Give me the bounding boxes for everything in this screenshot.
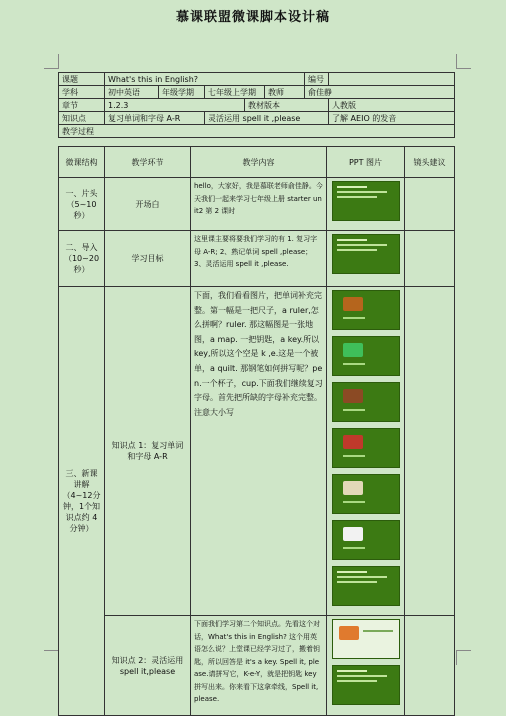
ppt-slide-thumbnail (332, 290, 400, 330)
ppt-cell (327, 231, 405, 287)
teacher-label: 教师 (265, 86, 305, 99)
header-content: 教学内容 (191, 147, 327, 178)
structure-cell: 三、新课讲解（4~12分钟，1个知识点约 4分钟） (59, 287, 105, 716)
lens-cell (405, 616, 455, 716)
grade-value: 七年级上学期 (205, 86, 265, 99)
subject-label: 学科 (59, 86, 105, 99)
edition-value: 人教版 (329, 99, 455, 112)
ppt-slide-thumbnail (332, 181, 400, 221)
knowledge-point-1: 复习单词和字母 A-R (105, 112, 205, 125)
content-cell: 下面，我们看看图片，把单词补充完整。第一幅是一把尺子，a ruler,怎么拼啊？ruler. 那这幅图是一张地图，a map. 一把钥匙，a key.所以 key,所以这个空是 k ,e.这是一个被单，a quilt. 那钢笔如何拼写呢？pen.一个杯子，cup.下面我们继续复习字母。首先把所缺的字母补充完整。注意大小写 (191, 287, 327, 616)
topic-value: What's this in English? (105, 73, 305, 86)
lens-cell (405, 178, 455, 231)
script-row-knowledge-2 (59, 616, 455, 716)
chapter-label: 章节 (59, 99, 105, 112)
info-row-knowledge (59, 112, 455, 125)
content-cell: hello，大家好，我是慕联老师俞佳静。今天我们一起来学习七年级上册 starter unit2 第 2 课时 (191, 178, 327, 231)
step-cell: 学习目标 (105, 231, 191, 287)
teacher-value: 俞佳静 (305, 86, 455, 99)
info-table (58, 72, 455, 138)
knowledge-point-3: 了解 AEIO 的发音 (329, 112, 455, 125)
content-cell: 下面我们学习第二个知识点。先看这个对话，What's this in English? 这个用英语怎么说？上堂课已经学习过了，搬着钥匙，所以回答是 it's a key. Spell it, please.请拼写它，K-e-Y，就是把钥匙 key 拼写出来。你来看下这拿牵线，Spell it, please. (191, 616, 327, 716)
grade-label: 年级学期 (159, 86, 205, 99)
step-cell: 开场白 (105, 178, 191, 231)
topic-label: 课题 (59, 73, 105, 86)
header-ppt: PPT 图片 (327, 147, 405, 178)
header-step: 教学环节 (105, 147, 191, 178)
document-title: 慕课联盟微课脚本设计稿 (175, 10, 330, 25)
ppt-slide-thumbnail (332, 234, 400, 274)
structure-cell: 一、片头（5~10秒） (59, 178, 105, 231)
ppt-slide-thumbnail (332, 336, 400, 376)
structure-cell: 二、导入（10~20秒） (59, 231, 105, 287)
info-row-topic (59, 73, 455, 86)
knowledge-point-2: 灵活运用 spell it ,please (205, 112, 329, 125)
info-row-chapter (59, 99, 455, 112)
chapter-value: 1.2.3 (105, 99, 245, 112)
content-cell: 这里课主要将要我们学习的有 1. 复习字母 A-R; 2、熟记单词 spell ,please；3、灵活运用 spell it ,please. (191, 231, 327, 287)
step-cell: 知识点 2：灵活运用 spell it,please (105, 616, 191, 716)
crop-mark-top-right (456, 54, 471, 69)
script-row-lead-in (59, 231, 455, 287)
crop-mark-top-left (44, 54, 59, 69)
script-row-intro (59, 178, 455, 231)
ppt-slide-thumbnail (332, 428, 400, 468)
number-label: 编号 (305, 73, 329, 86)
ppt-slide-thumbnail (332, 619, 400, 659)
ppt-cell (327, 287, 405, 616)
header-lens: 镜头建议 (405, 147, 455, 178)
info-row-process (59, 125, 455, 138)
lens-cell (405, 231, 455, 287)
number-value (329, 73, 455, 86)
ppt-cell (327, 616, 405, 716)
script-header-row (59, 147, 455, 178)
info-row-subject (59, 86, 455, 99)
crop-mark-bottom-left (44, 650, 59, 665)
script-row-knowledge-1 (59, 287, 455, 616)
ppt-slide-thumbnail (332, 382, 400, 422)
subject-value: 初中英语 (105, 86, 159, 99)
edition-label: 教材版本 (245, 99, 329, 112)
ppt-cell (327, 178, 405, 231)
knowledge-label: 知识点 (59, 112, 105, 125)
lens-cell (405, 287, 455, 616)
ppt-slide-thumbnail (332, 665, 400, 705)
ppt-slide-thumbnail (332, 474, 400, 514)
process-label: 教学过程 (59, 125, 455, 138)
header-structure: 微课结构 (59, 147, 105, 178)
step-cell: 知识点 1：复习单词和字母 A-R (105, 287, 191, 616)
script-table (58, 146, 455, 716)
ppt-slide-thumbnail (332, 520, 400, 560)
crop-mark-bottom-right (456, 650, 471, 665)
ppt-slide-thumbnail (332, 566, 400, 606)
